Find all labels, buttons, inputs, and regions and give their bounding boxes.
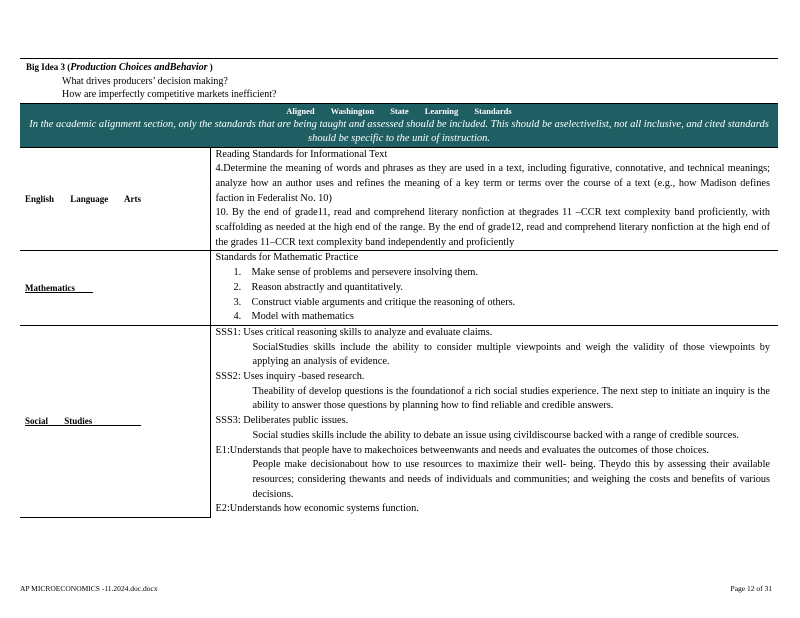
sss1: SSS1: Uses critical reasoning skills to analyze and evaluate claims. — [215, 326, 493, 338]
footer-page-number: Page 12 of 31 — [730, 584, 772, 593]
subject-social-studies: Social Studies — [20, 325, 210, 517]
list-item: 1. Make sense of problems and persevere insolving them. — [233, 267, 478, 279]
list-item: SocialStudies skills include the ability to consider multiple viewpoints and weigh the validity of those viewpoints by applying an analysis of evidence. — [216, 341, 771, 370]
bullet-icon — [233, 341, 253, 370]
social-studies-standards — [210, 325, 778, 517]
banner-instructions: In the academic alignment section, only the standards that are being taught and assessed should be included. This should be aselectivelist, not all inclusive, and cited standards should be specific to the unit of instruction. — [29, 118, 769, 144]
subject-math: Mathematics — [20, 251, 210, 326]
bullet-icon — [233, 385, 253, 414]
e1: E1:Understands that people have to makechoices betweenwants and needs and evaluates the outcomes of those choices. — [215, 444, 710, 456]
sss2: SSS2: Uses inquiry -based research. — [215, 371, 365, 383]
essential-question: What drives producers’ decision making? — [62, 75, 228, 87]
list-item: 3. Construct viable arguments and critique the reasoning of others. — [233, 296, 516, 308]
ela-standards — [210, 147, 778, 251]
standards-banner — [20, 103, 778, 147]
e2: E2:Understands how economic systems function. — [215, 503, 419, 515]
banner-heading: Aligned Washington State Learning Standards — [286, 105, 512, 116]
essential-question: How are imperfectly competitive markets inefficient? — [62, 89, 277, 100]
big-idea-subtitle: Production Choices andBehavior — [70, 62, 208, 73]
math-standards — [210, 251, 778, 326]
list-item: Theability of develop questions is the foundationof a rich social studies experience. The next step to initiate an inquiry is the ability to answer those questions by planning how to find reliable and credible answers. — [216, 385, 771, 414]
list-item: 4. Model with mathematics — [233, 311, 354, 323]
list-item: People make decisionabout how to use resources to maximize their well- being. Theydo this by assessing their available resources; considering thewants and needs of individuals and communities; and weighing the costs and benefits of various decisions. — [216, 458, 771, 502]
ela-standard-4: 4.Determine the meaning of words and phrases as they are used in a text, including figurative, connotative, and technical meanings; analyze how an author uses and refines the meaning of a key term or terms over the course of a text (e.g., how Madison defines faction in Federalist No. 10) — [215, 163, 771, 204]
ela-standard-10: 10. By the end of grade11, read and comprehend literary nonfiction at thegrades 11 –CCR text complexity band proficiently, with scaffolding as needed at the high end of the range. By the end of grade12, read and comprehend literary nonfiction at the high end of the grades 11–CCR text complexity band independently and proficiently — [215, 207, 771, 248]
subject-ela: English Language Arts — [20, 147, 210, 251]
ela-heading: Reading Standards for Informational Text — [215, 148, 388, 160]
sss3: SSS3: Deliberates public issues. — [215, 415, 349, 427]
bullet-icon — [233, 458, 253, 502]
document-page — [20, 58, 778, 518]
list-item: 2. Reason abstractly and quantitatively. — [233, 281, 403, 293]
math-heading: Standards for Mathematic Practice — [215, 252, 359, 264]
curriculum-table — [20, 58, 778, 518]
footer-filename: AP MICROECONOMICS -11.2024.doc.docx — [20, 584, 158, 593]
big-idea-title: Big Idea 3 (Production Choices andBehavior ) — [26, 62, 213, 73]
bullet-icon — [233, 429, 253, 444]
big-idea-cell — [20, 59, 778, 104]
list-item: Social studies skills include the ability to debate an issue using civildiscourse backed with a range of credible sources. — [216, 429, 771, 444]
